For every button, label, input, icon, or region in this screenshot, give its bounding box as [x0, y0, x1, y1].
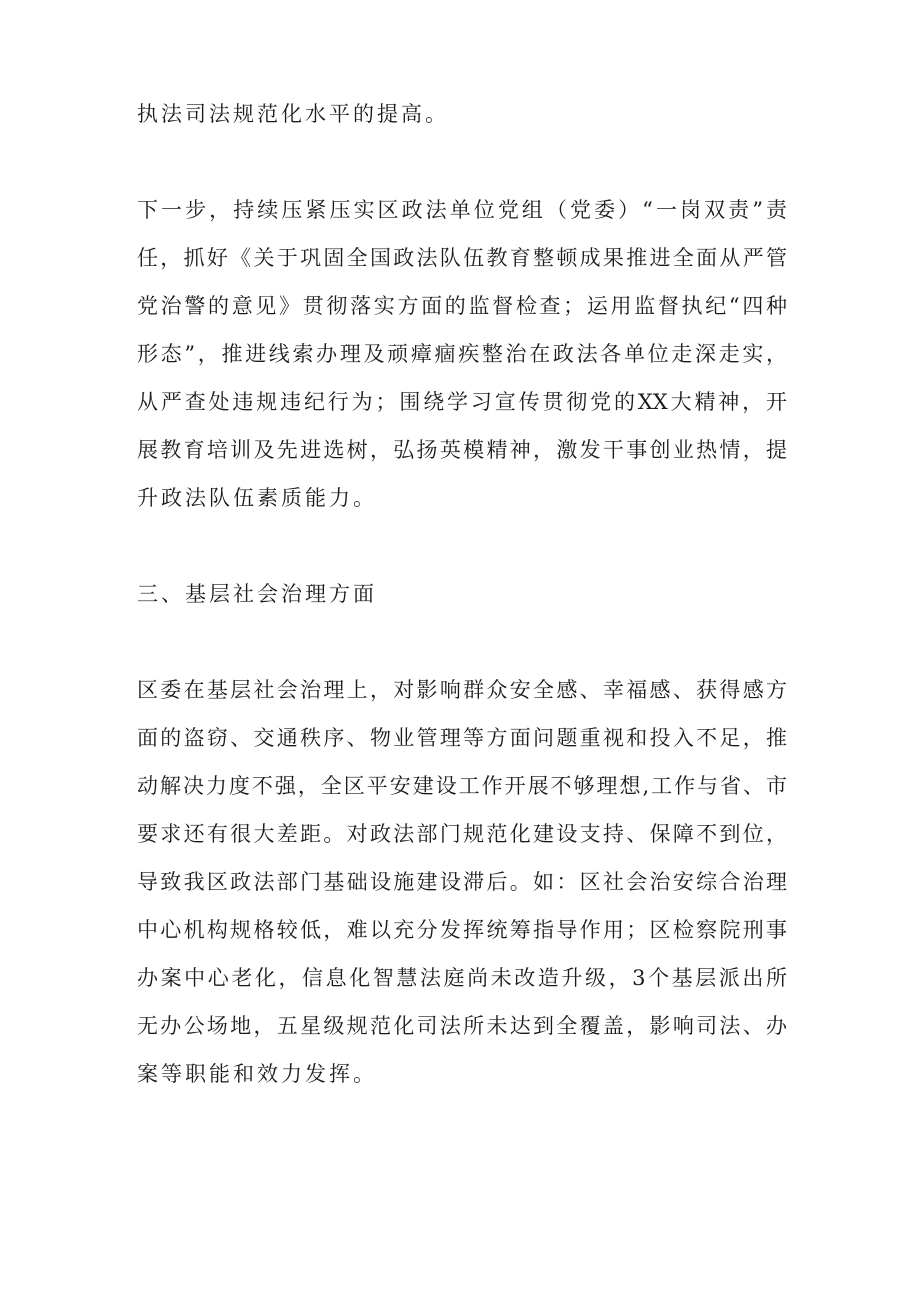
paragraph-3-line-5: 导致我区政法部门基础设施建设滞后。如：区社会治安综合治理: [137, 870, 787, 894]
paragraph-2-line-6: 展教育培训及先进选树，弘扬英模精神，激发干事创业热情，提: [137, 438, 787, 462]
paragraph-3-line-4: 要求还有很大差距。对政法部门规范化建设支持、保障不到位，: [137, 822, 787, 846]
paragraph-3-line-2: 面的盗窃、交通秩序、物业管理等方面问题重视和投入不足，推: [137, 726, 787, 750]
paragraph-3-line-7: 办案中心老化，信息化智慧法庭尚未改造升级，3个基层派出所: [137, 966, 787, 990]
paragraph-3-line-3: 动解决力度不强，全区平安建设工作开展不够理想,工作与省、市: [137, 774, 787, 798]
paragraph-3-line-1: 区委在基层社会治理上，对影响群众安全感、幸福感、获得感方: [137, 678, 787, 702]
paragraph-2-line-4: 形态”，推进线索办理及顽瘴痼疾整治在政法各单位走深走实，: [137, 342, 787, 366]
paragraph-3-line-8: 无办公场地，五星级规范化司法所未达到全覆盖，影响司法、办: [137, 1014, 787, 1038]
paragraph-2-line-1: 下一步，持续压紧压实区政法单位党组（党委）“一岗双责”责: [137, 198, 787, 222]
paragraph-2-line-5: 从严查处违规违纪行为；围绕学习宣传贯彻党的XX大精神，开: [137, 390, 787, 414]
paragraph-2-line-2: 任，抓好《关于巩固全国政法队伍教育整顿成果推进全面从严管: [137, 246, 787, 270]
paragraph-2-line-3: 党治警的意见》贯彻落实方面的监督检查；运用监督执纪“四种: [137, 294, 787, 318]
paragraph-3-line-9: 案等职能和效力发挥。: [137, 1062, 377, 1086]
paragraph-2-line-7: 升政法队伍素质能力。: [137, 486, 377, 510]
section-heading-3: 三、基层社会治理方面: [137, 582, 377, 606]
paragraph-3-line-6: 中心机构规格较低，难以充分发挥统筹指导作用；区检察院刑事: [137, 918, 787, 942]
paragraph-1-line-1: 执法司法规范化水平的提高。: [137, 102, 449, 126]
